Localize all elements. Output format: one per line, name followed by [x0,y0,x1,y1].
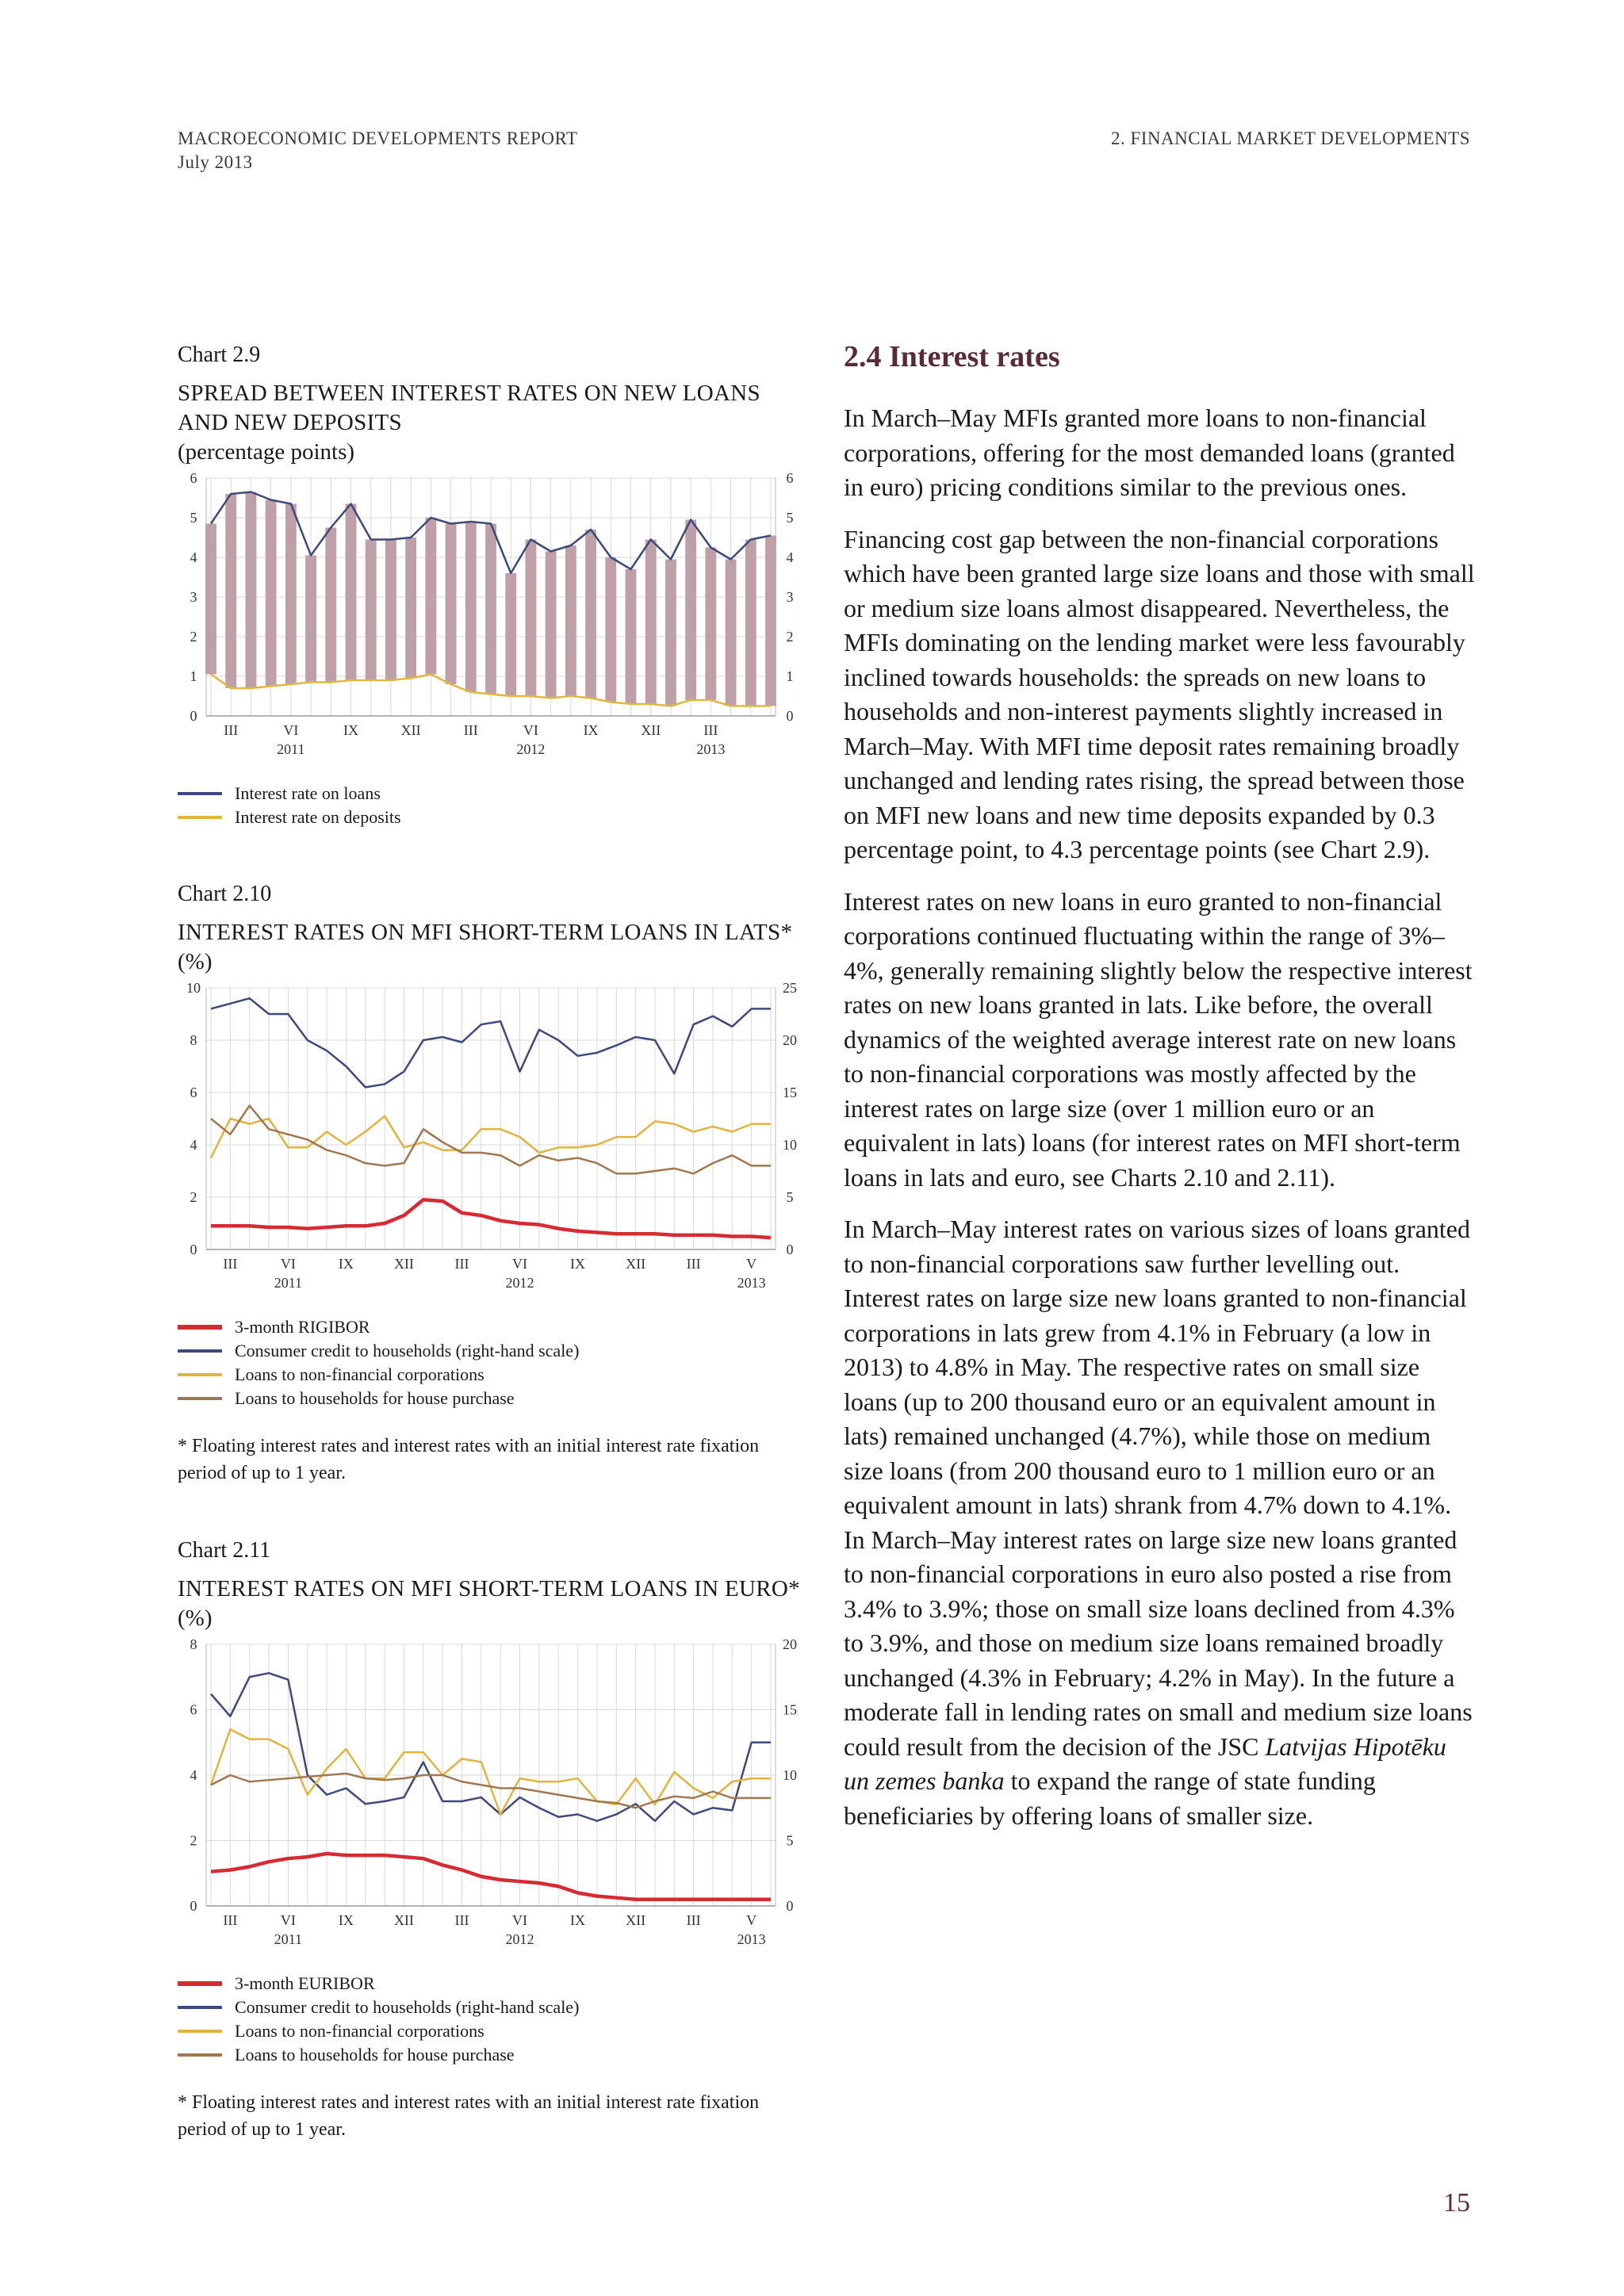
x-tick-label: VI [283,722,299,738]
x-tick-label: XII [626,1256,646,1272]
y2-tick-label: 2 [786,629,794,645]
chart-unit: (percentage points) [178,439,355,465]
spread-bar [665,560,676,706]
page-number: 15 [1443,2188,1470,2218]
y-tick-label: 8 [190,1636,197,1652]
x-tick-label: VI [523,722,538,738]
y-tick-label: 2 [190,1189,197,1205]
y-tick-label: 5 [190,510,197,526]
x-tick-label: III [686,1256,701,1272]
spread-bar [305,556,316,683]
x-tick-label: III [454,1256,469,1272]
spread-bar [505,573,516,696]
y-tick-label: 1 [190,668,197,684]
x-tick-label: IX [338,1256,354,1272]
y-tick-label: 4 [190,1767,197,1783]
spread-bar [205,524,216,675]
y2-tick-label: 3 [786,589,794,605]
chart-2-10-plot [178,980,804,1305]
legend-item [178,1363,804,1387]
x-tick-label: XII [641,722,661,738]
spread-bar [465,522,477,692]
y2-tick-label: 20 [783,1636,797,1652]
x-tick-label: V [746,1256,757,1272]
legend-swatch [178,1397,222,1400]
x-tick-label: III [463,722,478,738]
x-tick-label: VI [280,1256,296,1272]
paragraph: Interest rates on new loans in euro granted to non-financial corporations continued fluctuating within the range of 3%–4%, generally remaining slightly below the respective interest rates on new loans granted in lats. Like before, the overall dynamics of the weighted average interest rate on new loans to non-financial corporations was mostly affected by the interest rates on large size (over 1 million euro or an equivalent in lats) loans (for interest rates on MFI short-term loans in lats and euro, see Charts 2.10 and 2.11). [844,886,1473,1192]
spread-bar [346,504,357,681]
y-tick-label: 0 [190,1898,197,1914]
legend-swatch [178,792,222,795]
legend-swatch [178,1981,222,1986]
y-tick-label: 8 [190,1032,197,1048]
legend-label: 3-month EURIBOR [235,1973,375,1993]
y-tick-label: 4 [190,1137,197,1153]
series-line [211,1673,771,1820]
spread-bar [385,540,396,681]
y2-tick-label: 25 [783,980,797,996]
spread-bar [485,524,496,695]
chart-unit: (%) [178,1605,213,1631]
spread-bar [565,545,576,696]
spread-bar [765,536,776,706]
legend-label: Loans to non-financial corporations [235,2021,485,2041]
y2-tick-label: 4 [786,549,794,565]
x-tick-label: XII [393,1256,414,1272]
legend-label: Loans to households for house purchase [235,1388,515,1408]
legend-swatch [178,1373,222,1376]
spread-bar [405,538,416,679]
x-tick-label: IX [570,1912,586,1928]
y-tick-label: 2 [190,629,197,645]
x-year-label: 2012 [516,741,546,757]
x-tick-label: III [224,722,239,738]
spread-bar [645,540,657,705]
chart-2-11-plot [178,1636,804,1961]
legend-label: Interest rate on deposits [235,807,401,827]
legend-item [178,1315,804,1339]
x-tick-label: III [223,1256,238,1272]
x-tick-label: VI [512,1912,528,1928]
spread-bar [325,528,336,683]
running-header-left [178,127,578,174]
spread-bar [745,540,756,706]
section-header: 2. FINANCIAL MARKET DEVELOPMENTS [1111,128,1470,148]
chart-2-10-block [178,882,804,1487]
x-tick-label: III [454,1912,469,1928]
legend-item [178,782,804,806]
y-tick-label: 4 [190,549,197,565]
chart-number: Chart 2.10 [178,882,272,906]
y2-tick-label: 0 [786,1242,794,1257]
x-tick-label: IX [570,1256,586,1272]
x-tick-label: XII [400,722,421,738]
legend-item [178,2019,804,2043]
y2-tick-label: 5 [786,510,794,526]
chart-number: Chart 2.9 [178,342,261,367]
y2-tick-label: 5 [786,1832,794,1849]
x-tick-label: III [686,1912,701,1928]
y2-tick-label: 10 [783,1767,797,1783]
series-line [211,998,771,1087]
chart-footnote: * Floating interest rates and interest rates with an initial interest rate fixation period of up to 1 year. [178,2092,760,2140]
x-year-label: 2013 [737,1931,766,1947]
legend-item [178,1996,804,2019]
spread-bar [366,540,377,681]
series-line [211,1200,771,1238]
running-header-right [1111,127,1470,151]
x-year-label: 2012 [505,1275,534,1291]
legend-swatch [178,2053,222,2057]
y-tick-label: 6 [190,1701,197,1718]
series-line [211,1106,771,1174]
spread-bar [225,494,236,688]
text-column [844,339,1475,1850]
x-tick-label: III [703,722,718,738]
paragraph-text: to expand the range of state funding beneficiaries by offering loans of smaller size. [844,1766,1376,1830]
x-year-label: 2013 [737,1275,766,1291]
chart-2-9-plot [178,470,804,771]
legend-label: Loans to non-financial corporations [235,1364,485,1384]
chart-legend [178,1972,804,2067]
section-title: 2.4 Interest rates [844,340,1060,373]
legend-label: Consumer credit to households (right-hand scale) [235,1341,580,1360]
report-title: MACROECONOMIC DEVELOPMENTS REPORT [178,128,578,148]
x-tick-label: IX [343,722,358,738]
spread-bar [425,518,436,675]
x-tick-label: XII [626,1912,646,1928]
legend-item [178,806,804,829]
legend-swatch [178,2006,222,2009]
paragraph-text: In March–May interest rates on various sizes of loans granted to non-financial corporations saw further levelling out. Interest rates on large size new loans granted to non-financial corporations in lats grew from 4.1% in February (a low in 2013) to 4.8% in May. The respective rates on small size loans (up to 200 thousand euro or an equivalent amount in lats) remained unchanged (4.7%), while those on medium size loans (from 200 thousand euro to 1 million euro or an equivalent amount in lats) shrank from 4.7% down to 4.1%. In March–May interest rates on large size new loans granted to non-financial corporations in euro also posted a rise from 3.4% to 3.9%; those on small size loans declined from 4.3% to 3.9%, and those on medium size loans remained broadly unchanged (4.3% in February; 4.2% in May). In the future a moderate fall in lending rates on small and medium size loans could result from the decision of the JSC [844,1215,1473,1761]
chart-legend [178,1315,804,1410]
x-year-label: 2011 [277,741,305,757]
x-year-label: 2011 [274,1275,303,1291]
spread-bar [626,569,637,704]
x-tick-label: IX [338,1912,354,1928]
legend-item [178,1387,804,1410]
y-tick-label: 6 [190,1085,197,1100]
spread-bar [525,540,536,697]
paragraph [844,1212,1475,1833]
legend-swatch [178,1325,222,1330]
spread-bar [245,492,256,689]
y2-tick-label: 5 [786,1189,794,1205]
y2-tick-label: 10 [783,1137,797,1153]
y2-tick-label: 15 [783,1701,797,1718]
y2-tick-label: 20 [783,1032,797,1048]
spread-bar [685,520,696,701]
y-tick-label: 6 [190,470,197,486]
series-line [211,1729,771,1814]
chart-title: INTEREST RATES ON MFI SHORT-TERM LOANS IN EURO* [178,1576,800,1601]
legend-item [178,1972,804,1996]
chart-unit: (%) [178,949,213,974]
x-tick-label: IX [583,722,599,738]
chart-2-11-block [178,1538,804,2143]
spread-bar [585,530,596,698]
legend-item [178,1339,804,1363]
chart-number: Chart 2.11 [178,1538,271,1563]
spread-bar [446,524,457,685]
y2-tick-label: 6 [786,470,794,486]
y-tick-label: 2 [190,1832,197,1849]
x-tick-label: VI [512,1256,528,1272]
x-tick-label: III [223,1912,238,1928]
y2-tick-label: 15 [783,1085,797,1100]
spread-bar [285,504,297,685]
legend-swatch [178,816,222,819]
x-tick-label: V [746,1912,757,1928]
legend-item [178,2043,804,2067]
y-tick-label: 10 [186,980,201,996]
y2-tick-label: 1 [786,668,794,684]
chart-2-9-block [178,342,804,829]
x-year-label: 2011 [274,1931,303,1947]
legend-label: Consumer credit to households (right-hand scale) [235,1997,580,2017]
spread-bar [605,557,616,702]
y2-tick-label: 0 [786,708,794,724]
x-tick-label: VI [280,1912,296,1928]
chart-title: INTEREST RATES ON MFI SHORT-TERM LOANS IN LATS* [178,920,793,945]
x-year-label: 2012 [505,1931,534,1947]
chart-title: SPREAD BETWEEN INTEREST RATES ON NEW LOANS AND NEW DEPOSITS [178,381,760,435]
paragraph: Financing cost gap between the non-financial corporations which have been granted large size loans and those with small or medium size loans almost disappeared. Nevertheless, the MFIs dominating on the lending market were less favourably inclined towards households: the spreads on new loans to households and non-interest payments slightly increased in March–May. With MFI time deposit rates remaining broadly unchanged and lending rates rising, the spread between those on MFI new loans and new time deposits expanded by 0.3 percentage point, to 4.3 percentage points (see Chart 2.9). [844,524,1475,863]
chart-legend [178,782,804,829]
paragraph: In March–May MFIs granted more loans to non-financial corporations, offering for the most demanded loans (granted in euro) pricing conditions similar to the previous ones. [844,404,1455,501]
spread-bar [546,552,557,698]
legend-label: 3-month RIGIBOR [235,1317,370,1337]
y-tick-label: 0 [190,708,197,724]
legend-label: Interest rate on loans [235,783,381,803]
x-year-label: 2013 [696,741,726,757]
report-date: July 2013 [178,152,253,172]
y2-tick-label: 0 [786,1898,794,1914]
legend-label: Loans to households for house purchase [235,2045,515,2064]
legend-swatch [178,1349,222,1353]
spread-bar [705,548,716,701]
y-tick-label: 3 [190,589,197,605]
series-line [211,1854,771,1900]
chart-footnote: * Floating interest rates and interest rates with an initial interest rate fixation period of up to 1 year. [178,1436,760,1483]
spread-bar [726,560,737,706]
x-tick-label: XII [393,1912,414,1928]
bank-name: Latvijas Hipotēku un zemes banka [844,1732,1446,1795]
legend-swatch [178,2030,222,2033]
spread-bar [266,500,277,687]
y-tick-label: 0 [190,1242,197,1257]
